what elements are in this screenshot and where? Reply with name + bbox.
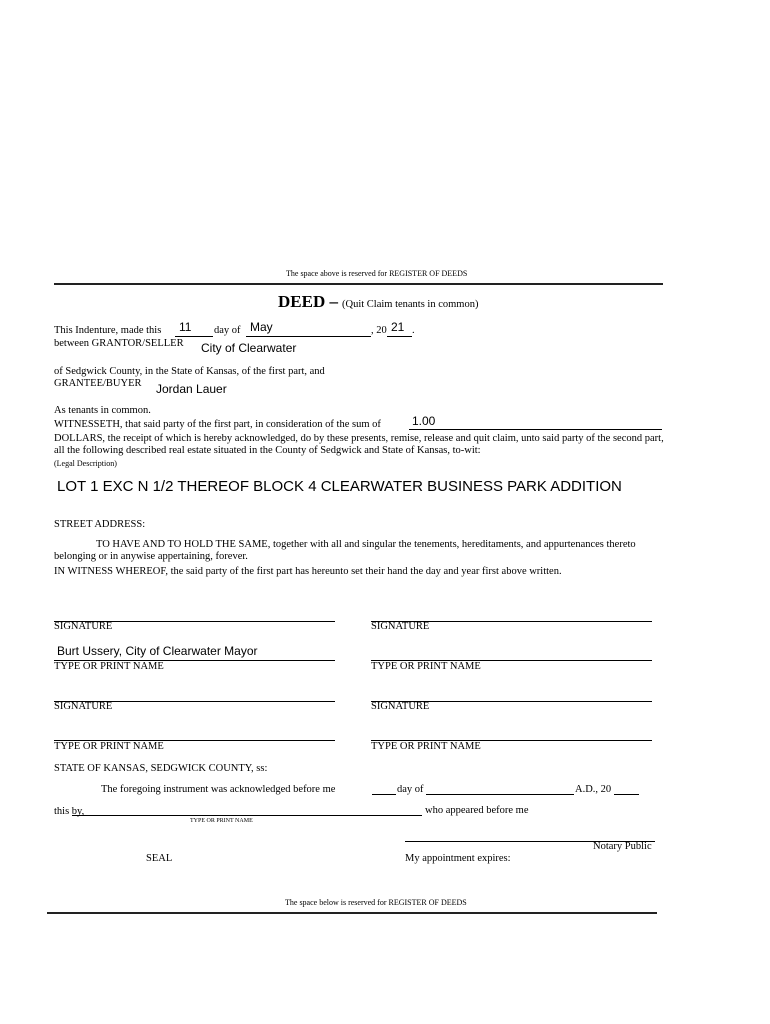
signature-label-4: SIGNATURE	[371, 701, 430, 712]
grantor-label: between GRANTOR/SELLER	[54, 338, 184, 349]
top-divider	[54, 283, 663, 285]
witnesseth-text: WITNESSETH, that said party of the first part, in consideration of the sum of	[54, 419, 381, 430]
notary-public-label: Notary Public	[593, 841, 652, 852]
appeared-before-me: who appeared before me	[425, 805, 529, 816]
state-county-line: STATE OF KANSAS, SEDGWICK COUNTY, ss:	[54, 763, 268, 774]
signature-label-2: SIGNATURE	[371, 621, 430, 632]
year-underline	[387, 336, 412, 337]
witness-whereof: IN WITNESS WHEREOF, the said party of the first part has hereunto set their hand the day and year first above written.	[54, 566, 562, 577]
top-reserved-note: The space above is reserved for REGISTER OF DEEDS	[286, 269, 468, 278]
print-name-label-3: TYPE OR PRINT NAME	[54, 741, 164, 752]
consideration-amount[interactable]: 1.00	[412, 414, 436, 428]
county-line: of Sedgwick County, in the State of Kansas, of the first part, and	[54, 366, 325, 377]
habendum-line-2: belonging or in anywise appertaining, forever.	[54, 551, 248, 562]
indenture-day-value[interactable]: 11	[179, 320, 192, 334]
appeared-name-underline[interactable]	[72, 815, 422, 816]
indenture-year-prefix: , 20	[371, 325, 387, 336]
ack-day-underline[interactable]	[372, 794, 396, 795]
dollars-line-2: all the following described real estate situated in the County of Sedgwick and State of Kansas, to-wit:	[54, 445, 481, 456]
legal-description[interactable]: LOT 1 EXC N 1/2 THEREOF BLOCK 4 CLEARWATER BUSINESS PARK ADDITION	[57, 478, 622, 495]
grantor-value[interactable]: City of Clearwater	[201, 341, 297, 355]
day-underline	[175, 336, 213, 337]
print-name-label-4: TYPE OR PRINT NAME	[371, 741, 481, 752]
month-underline	[246, 336, 371, 337]
foregoing-instrument: The foregoing instrument was acknowledged before me	[101, 784, 336, 795]
ack-print-name-label: TYPE OR PRINT NAME	[190, 818, 253, 824]
signature-label-3: SIGNATURE	[54, 701, 113, 712]
print-name-label-2: TYPE OR PRINT NAME	[371, 661, 481, 672]
seal-label: SEAL	[146, 853, 173, 864]
bottom-divider	[47, 912, 657, 914]
grantee-value[interactable]: Jordan Lauer	[156, 382, 227, 396]
signer-name[interactable]: Burt Ussery, City of Clearwater Mayor	[57, 644, 258, 658]
ack-ad-label: A.D., 20	[575, 784, 612, 795]
dollars-line-1: DOLLARS, the receipt of which is hereby acknowledged, do by these presents, remise, release and quit claim, unto said party of the second part,	[54, 433, 664, 444]
ack-month-underline[interactable]	[426, 794, 574, 795]
ack-year-underline[interactable]	[614, 794, 639, 795]
grantee-label: GRANTEE/BUYER	[54, 378, 142, 389]
indenture-month-value[interactable]: May	[250, 320, 273, 334]
deed-title-sub: (Quit Claim tenants in common)	[341, 299, 479, 310]
signature-label-1: SIGNATURE	[54, 621, 113, 632]
indenture-suffix: .	[412, 325, 415, 336]
ack-day-of: day of	[397, 784, 424, 795]
amount-underline	[409, 429, 662, 430]
this-by-label: this by,	[54, 806, 85, 817]
deed-title-main: DEED –	[278, 292, 338, 311]
indenture-year-value[interactable]: 21	[391, 320, 405, 334]
deed-title	[278, 292, 478, 312]
indenture-prefix: This Indenture, made this	[54, 325, 162, 336]
indenture-day-label: day of	[214, 325, 241, 336]
legal-description-label: (Legal Description)	[54, 459, 117, 468]
tenancy-line: As tenants in common.	[54, 405, 151, 416]
bottom-reserved-note: The space below is reserved for REGISTER OF DEEDS	[285, 898, 467, 907]
print-name-label-1: TYPE OR PRINT NAME	[54, 661, 164, 672]
appointment-expires: My appointment expires:	[405, 853, 511, 864]
habendum-line-1: TO HAVE AND TO HOLD THE SAME, together with all and singular the tenements, hereditaments, and appurtenances thereto	[96, 539, 636, 550]
street-address-label: STREET ADDRESS:	[54, 519, 146, 530]
